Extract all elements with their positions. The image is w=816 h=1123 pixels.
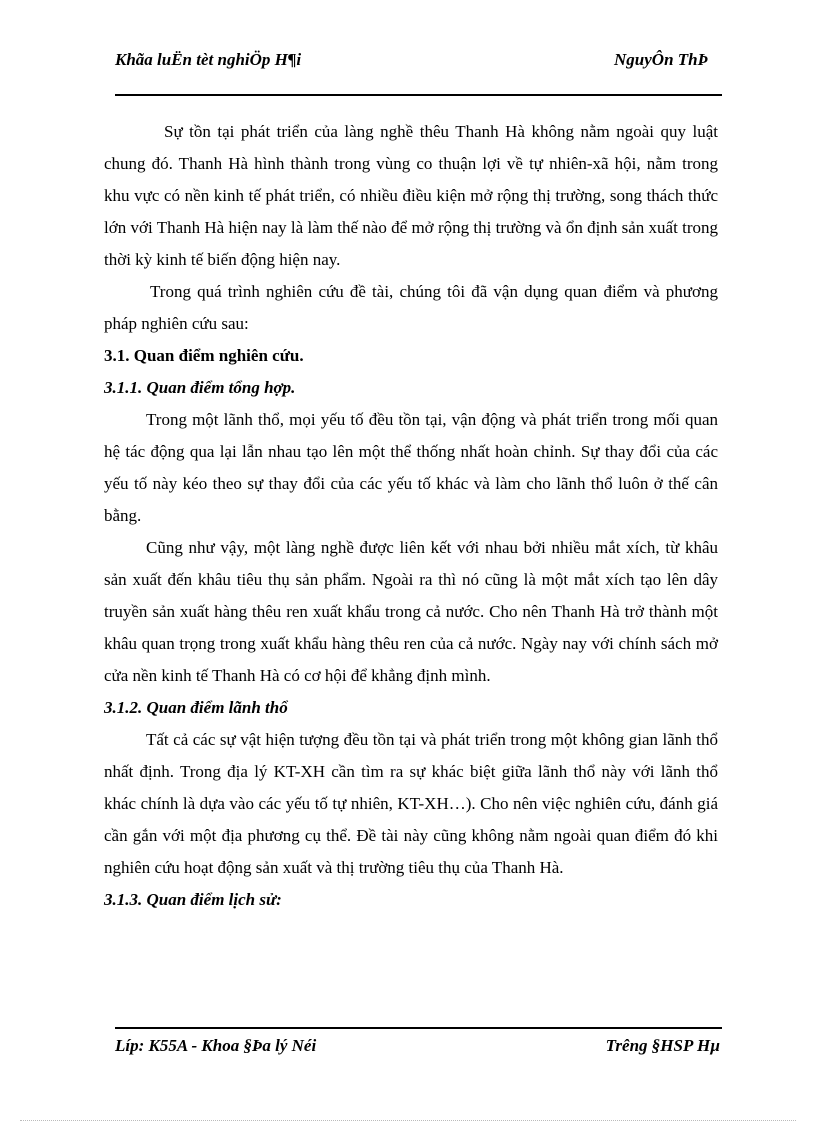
header-thesis-title: Khãa luËn tèt nghiÖp H¶i (115, 50, 302, 69)
page-header (115, 50, 722, 96)
page-footer (115, 1027, 722, 1055)
header-author: NguyÔn ThÞ (614, 50, 708, 69)
paragraph-intro: Sự tồn tại phát triển của làng nghề thêu Thanh Hà không nằm ngoài quy luật chung đó. Thanh Hà hình thành trong vùng co thuận lợi về tự nhiên-xã hội, nằm trong khu vực có nền kinh tế phát triển, có nhiều điều kiện mở rộng thị trường, song thách thức lớn với Thanh Hà hiện nay là làm thế nào để mở rộng thị trường và ổn định sản xuất trong thời kỳ kinh tế biến động hiện nay. (104, 122, 718, 269)
paragraph-synthesis: Trong một lãnh thổ, mọi yếu tố đều tồn tại, vận động và phát triển trong mối quan hệ tác động qua lại lẫn nhau tạo lên một thể thống nhất hoàn chỉnh. Sự thay đổi của các yếu tố này kéo theo sự thay đổi của các yếu tố khác và làm cho lãnh thổ luôn ở thế cân bằng. (104, 410, 718, 525)
subsection-heading-3-1-2: 3.1.2. Quan điểm lãnh thổ (104, 698, 288, 717)
paragraph-approach: Trong quá trình nghiên cứu đề tài, chúng tôi đã vận dụng quan điểm và phương pháp nghiên cứu sau: (104, 282, 718, 333)
document-body (104, 116, 718, 916)
page-bottom-edge (20, 1120, 796, 1121)
paragraph-craft-village: Cũng như vậy, một làng nghề được liên kết với nhau bởi nhiều mắt xích, từ khâu sản xuất đến khâu tiêu thụ sản phẩm. Ngoài ra thì nó cũng là một mắt xích tạo lên dây truyền sản xuất hàng thêu ren xuất khẩu trong cả nước. Cho nên Thanh Hà trở thành một khâu quan trọng trong xuất khẩu hàng thêu ren của cả nước. Ngày nay với chính sách mở cửa nền kinh tế Thanh Hà có cơ hội để khẳng định mình. (104, 538, 718, 685)
section-heading-3-1: 3.1. Quan điểm nghiên cứu. (104, 346, 304, 365)
paragraph-territory: Tất cả các sự vật hiện tượng đều tồn tại và phát triển trong một không gian lãnh thổ nhất định. Trong địa lý KT-XH cần tìm ra sự khác biệt giữa lãnh thổ này với lãnh thổ khác chính là dựa vào các yếu tố tự nhiên, KT-XH…). Cho nên việc nghiên cứu, đánh giá cần gắn với một địa phương cụ thể. Đề tài này cũng không nằm ngoài quan điểm đó khi nghiên cứu hoạt động sản xuất và thị trường tiêu thụ của Thanh Hà. (104, 730, 718, 877)
subsection-heading-3-1-1: 3.1.1. Quan điểm tổng hợp. (104, 378, 296, 397)
subsection-heading-3-1-3: 3.1.3. Quan điểm lịch sử: (104, 890, 282, 909)
footer-university: Trêng §HSP Hµ (605, 1036, 720, 1055)
footer-class-info: Líp: K55A - Khoa §Þa lý Néi (115, 1036, 317, 1055)
